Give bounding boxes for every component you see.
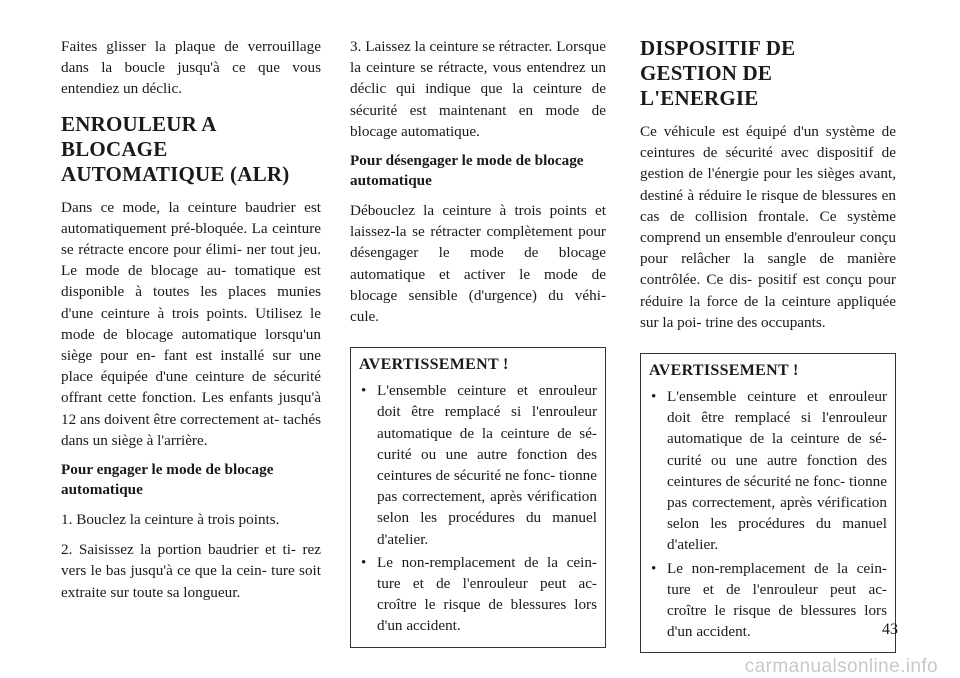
warning-item-text: L'ensemble ceinture et enrouleur doit être remplacé si l'enrouleur automatique de la ceinture de sé- curité ou une autre fonction des ceintures de sécurité ne fonc- tionne pas correctement, après vérification selon les procédures du manuel d'atelier. (667, 388, 887, 554)
bullet-icon: • (361, 382, 367, 400)
column-middle (350, 36, 606, 648)
section-heading-alr: ENROULEUR A BLOCAGE AUTOMATIQUE (ALR) (61, 111, 290, 186)
bullet-icon: • (361, 553, 367, 571)
warning-item (649, 558, 887, 643)
bullet-icon: • (651, 388, 657, 406)
warning-item (359, 380, 597, 550)
disengage-subheading: Pour désengager le mode de blocage automatique (350, 152, 584, 190)
bullet-icon: • (651, 559, 657, 577)
step-3: 3. Laissez la ceinture se rétracter. Lorsque la ceinture se rétracte, vous entendrez un déclic qui indique que la ceinture de sécurité est maintenant en mode de blocage automatique. (350, 38, 606, 140)
alr-description: Dans ce mode, la ceinture baudrier est automatiquement pré-bloquée. La ceinture se rétracte encore pour élimi- ner tout jeu. Le mode de blocage au- tomatique est disponible à toutes les places munies d'une ceinture à trois points. Utilisez le mode de blocage automatique lorsqu'un siège pour en- fant est installé sur une place équipée d'une ceinture de sécurité offrant cette fonction. Les enfants jusqu'à 12 ans doivent être correctement at- tachés dans un siège à l'arrière. (61, 198, 321, 449)
warning-item (359, 552, 597, 637)
page-number: 43 (882, 621, 898, 638)
engage-subheading: Pour engager le mode de blocage automatique (61, 461, 274, 499)
warning-item-text: L'ensemble ceinture et enrouleur doit être remplacé si l'enrouleur automatique de la ceinture de sé- curité ou une autre fonction des ceintures de sécurité ne fonc- tionne pas correctement, après vérification selon les procédures du manuel d'atelier. (377, 382, 597, 548)
warning-list (359, 380, 597, 636)
watermark: carmanualsonline.info (744, 656, 938, 677)
warning-item-text: Le non-remplacement de la cein- ture et de l'enrouleur peut ac- croître le risque de blessures lors d'un accident. (667, 559, 887, 641)
warning-item (649, 386, 887, 556)
section-heading-energy: DISPOSITIF DE GESTION DE L'ENERGIE (640, 36, 796, 110)
warning-title: AVERTISSEMENT ! (649, 362, 799, 380)
energy-description: Ce véhicule est équipé d'un système de ceintures de sécurité avec dispositif de gestion de l'énergie pour les sièges avant, destiné à réduire le risque de blessures en cas de collision frontale. Ce système comprend un ensemble d'enrouleur conçu pour relâcher la sangle de manière contrôlée. Ce dis- positif est conçu pour réduire la force de la ceinture appliquée sur la poi- trine des occupants. (640, 123, 896, 331)
disengage-description: Débouclez la ceinture à trois points et laissez-la se rétracter complètement pour désengager le mode de blocage automatique et activer le mode de blocage sensible (d'urgence) du véhi- cule. (350, 202, 606, 326)
warning-list (649, 386, 887, 642)
column-right (640, 36, 896, 653)
warning-title: AVERTISSEMENT ! (359, 356, 509, 374)
warning-box (640, 353, 896, 653)
step-1: 1. Bouclez la ceinture à trois points. (61, 511, 280, 529)
step-2: 2. Saisissez la portion baudrier et ti- rez vers le bas jusqu'à ce que la cein- ture soit extraite sur toute sa longueur. (61, 541, 321, 601)
column-left (61, 36, 321, 603)
intro-paragraph: Faites glisser la plaque de verrouillage dans la boucle jusqu'à ce que vous entendiez un déclic. (61, 38, 321, 98)
warning-box (350, 347, 606, 647)
warning-item-text: Le non-remplacement de la cein- ture et de l'enrouleur peut ac- croître le risque de blessures lors d'un accident. (377, 553, 597, 635)
